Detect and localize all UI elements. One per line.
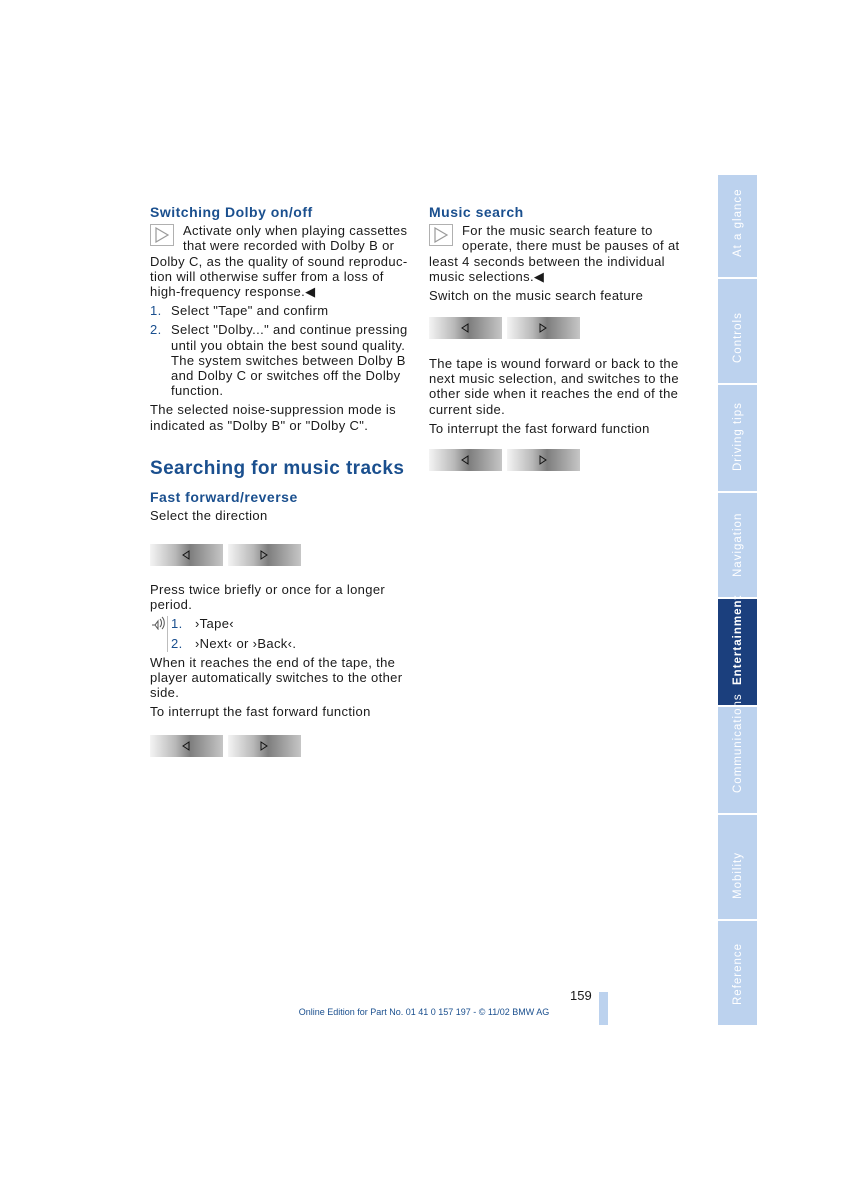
dolby-heading: Switching Dolby on/off (150, 204, 313, 220)
right-column-lower (429, 356, 689, 440)
rewind-arrow-icon (460, 323, 470, 333)
left-column (150, 205, 410, 527)
forward-button[interactable] (507, 449, 580, 471)
dolby-note (150, 223, 410, 299)
music-note-rest: least 4 seconds between the individual music selections.◀ (429, 253, 665, 284)
rewind-button[interactable] (150, 544, 223, 566)
forward-arrow-icon (538, 455, 548, 465)
music-note-line1: For the music search feature to (462, 223, 653, 239)
tab-communications[interactable] (718, 693, 757, 813)
direction-buttons-1 (150, 544, 302, 566)
forward-arrow-icon (259, 741, 269, 751)
dolby-steps (150, 303, 410, 398)
tab-driving-tips[interactable] (718, 385, 757, 491)
rewind-button[interactable] (429, 317, 502, 339)
dolby-note-rest: Dolby C, as the quality of sound reproduc-tion will otherwise suffer from a loss of high-frequency response.◀ (150, 253, 408, 300)
direction-buttons-4 (429, 449, 581, 471)
step-text: Select "Dolby..." and continue pressing until you obtain the best sound quality. The system switches between Dolby B and Dolby C or switches off the Dolby function. (171, 322, 408, 399)
switch-on-text: Switch on the music search feature (429, 288, 644, 304)
tab-label: Driving tips (731, 402, 744, 471)
tab-at-a-glance[interactable] (718, 175, 757, 277)
music-search-heading: Music search (429, 204, 524, 220)
tab-label: Reference (731, 942, 744, 1005)
tab-label: At a glance (731, 188, 744, 257)
voice-text: ›Tape‹ (195, 616, 234, 632)
voice-command-icon (150, 616, 166, 630)
voice-item (171, 616, 410, 631)
step-text: Select "Tape" and confirm (171, 303, 329, 319)
step-item (150, 322, 410, 398)
divider (167, 616, 168, 652)
dolby-note-line1: Activate only when playing cassettes (183, 223, 408, 239)
tab-label: Mobility (731, 852, 744, 899)
page-number: 159 (570, 988, 592, 1003)
select-direction-text: Select the direction (150, 508, 268, 524)
step-item (150, 303, 410, 318)
fast-forward-heading: Fast forward/reverse (150, 489, 298, 506)
tab-navigation[interactable] (718, 493, 757, 597)
forward-button[interactable] (507, 317, 580, 339)
tab-label: Controls (731, 312, 744, 363)
voice-text: ›Next‹ or ›Back‹. (195, 635, 297, 651)
step-number: 1. (150, 303, 162, 319)
tab-controls[interactable] (718, 279, 757, 383)
tab-label: Navigation (731, 512, 744, 577)
music-note-line2: operate, there must be pauses of at (462, 238, 680, 254)
tape-wound-text: The tape is wound forward or back to the next music selection, and switches to the other side when it reaches the end of the current side. (429, 356, 679, 417)
press-twice-text: Press twice briefly or once for a longer period. (150, 582, 386, 613)
forward-button[interactable] (228, 544, 301, 566)
direction-buttons-2 (150, 735, 302, 757)
interrupt-text: To interrupt the fast forward function (429, 420, 650, 436)
rewind-arrow-icon (181, 550, 191, 560)
tab-label: Communications (731, 693, 744, 793)
forward-arrow-icon (538, 323, 548, 333)
note-triangle-icon (150, 224, 174, 246)
music-note (429, 223, 689, 284)
rewind-button[interactable] (429, 449, 502, 471)
rewind-arrow-icon (460, 455, 470, 465)
voice-number: 2. (171, 635, 183, 651)
left-column-lower (150, 582, 410, 724)
tab-label: Entertainment (731, 594, 744, 685)
chapter-tabs (718, 175, 757, 1025)
tab-mobility[interactable] (718, 815, 757, 919)
voice-item (171, 636, 410, 651)
forward-arrow-icon (259, 550, 269, 560)
dolby-mode-paragraph: The selected noise-suppression mode is indicated as "Dolby B" or "Dolby C". (150, 402, 396, 433)
step-number: 2. (150, 322, 162, 338)
forward-button[interactable] (228, 735, 301, 757)
tab-entertainment[interactable] (718, 594, 757, 705)
voice-number: 1. (171, 616, 183, 632)
rewind-button[interactable] (150, 735, 223, 757)
footer-text: Online Edition for Part No. 01 41 0 157 197 - © 11/02 BMW AG (298, 1007, 550, 1017)
right-column (429, 205, 689, 307)
end-of-tape-text: When it reaches the end of the tape, the player automatically switches to the other side. (150, 654, 403, 701)
dolby-note-line2: that were recorded with Dolby B or (183, 238, 395, 254)
note-triangle-icon (429, 224, 453, 246)
voice-command-box (150, 616, 410, 650)
direction-buttons-3 (429, 317, 581, 339)
section-title: Searching for music tracks (150, 457, 405, 479)
interrupt-text: To interrupt the fast forward function (150, 704, 371, 720)
rewind-arrow-icon (181, 741, 191, 751)
